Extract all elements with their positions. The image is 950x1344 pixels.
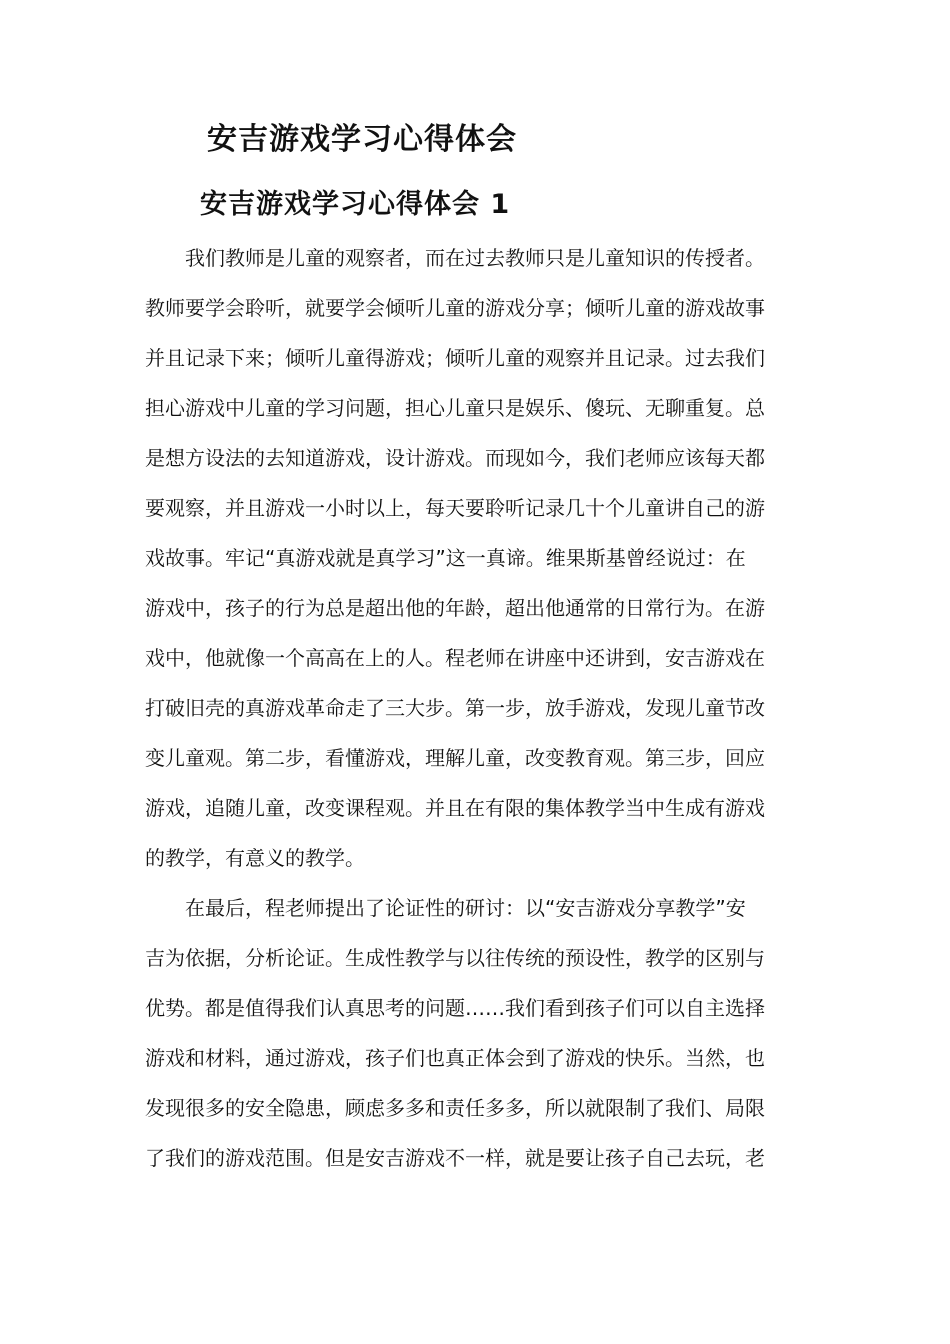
text-line: 的教学，有意义的教学。	[145, 846, 365, 870]
text-line: 游戏中，孩子的行为总是超出他的年龄，超出他通常的日常行为。在游	[145, 596, 765, 620]
text-line: 游戏和材料，通过游戏，孩子们也真正体会到了游戏的快乐。当然，也	[145, 1046, 765, 1070]
text-line: 我们教师是儿童的观察者，而在过去教师只是儿童知识的传授者。	[145, 246, 765, 270]
section-heading: 安吉游戏学习心得体会 1	[200, 189, 511, 220]
document-title: 安吉游戏学习心得体会	[207, 122, 517, 157]
text-line: 是想方设法的去知道游戏，设计游戏。而现如今，我们老师应该每天都	[145, 446, 765, 470]
text-line: 吉为依据，分析论证。生成性教学与以往传统的预设性，教学的区别与	[145, 946, 765, 970]
text-line: 了我们的游戏范围。但是安吉游戏不一样，就是要让孩子自己去玩，老	[145, 1146, 765, 1170]
text-line: 发现很多的安全隐患，顾虑多多和责任多多，所以就限制了我们、局限	[145, 1096, 765, 1120]
text-line: 打破旧壳的真游戏革命走了三大步。第一步，放手游戏，发现儿童节改	[145, 696, 765, 720]
text-line: 优势。都是值得我们认真思考的问题……我们看到孩子们可以自主选择	[145, 996, 765, 1020]
text-line: 戏中，他就像一个高高在上的人。程老师在讲座中还讲到，安吉游戏在	[145, 646, 765, 670]
text-line: 变儿童观。第二步，看懂游戏，理解儿童，改变教育观。第三步，回应	[145, 746, 765, 770]
text-line: 游戏，追随儿童，改变课程观。并且在有限的集体教学当中生成有游戏	[145, 796, 765, 820]
text-line: 教师要学会聆听，就要学会倾听儿童的游戏分享；倾听儿童的游戏故事	[145, 296, 765, 320]
text-line: 担心游戏中儿童的学习问题，担心儿童只是娱乐、傻玩、无聊重复。总	[145, 396, 765, 420]
text-line: 戏故事。牢记“真游戏就是真学习”这一真谛。维果斯基曾经说过：在	[145, 546, 746, 570]
text-line: 要观察，并且游戏一小时以上，每天要聆听记录几十个儿童讲自己的游	[145, 496, 765, 520]
text-line: 并且记录下来；倾听儿童得游戏；倾听儿童的观察并且记录。过去我们	[145, 346, 765, 370]
text-line: 在最后，程老师提出了论证性的研讨：以“安吉游戏分享教学”安	[145, 896, 746, 920]
